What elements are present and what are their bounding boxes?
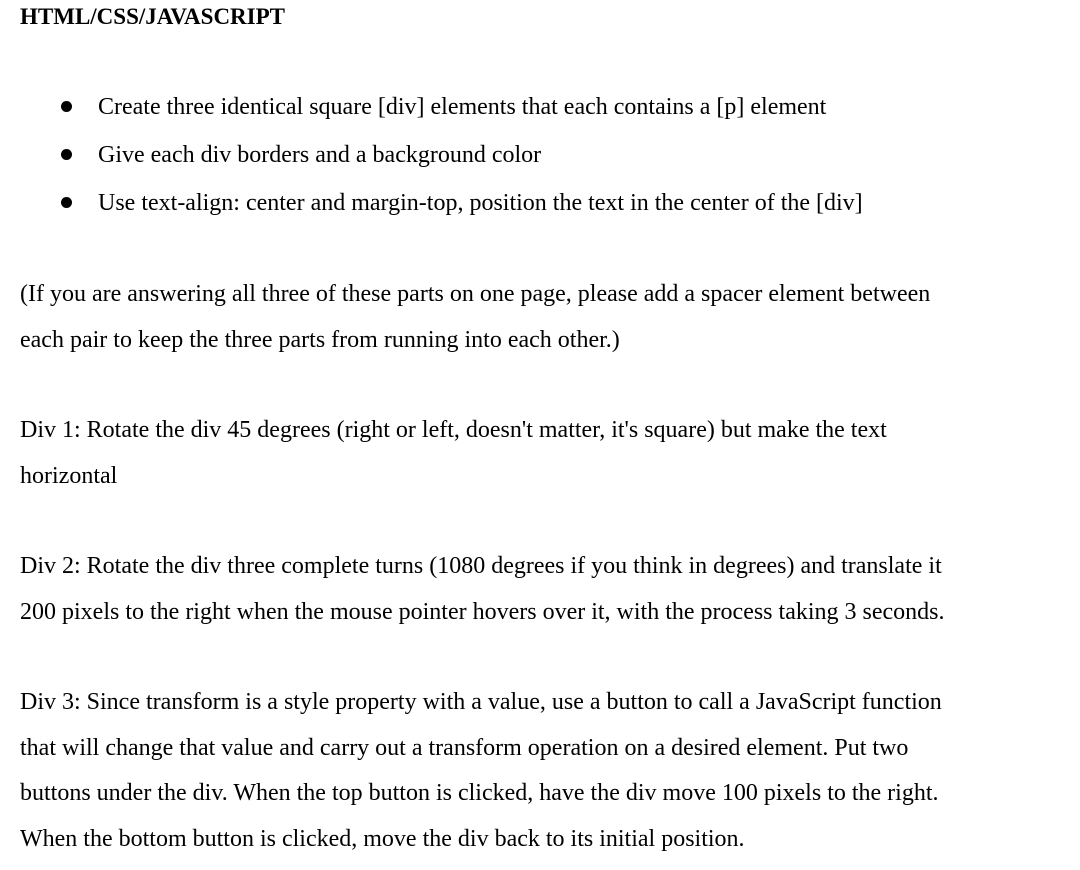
list-item-text: Use text-align: center and margin-top, position the text in the center of the [div] — [98, 190, 863, 216]
paragraph-line: that will change that value and carry out a transform operation on a desired element. Put two — [20, 734, 909, 761]
list-item-text: Give each div borders and a background color — [98, 142, 542, 168]
bullet-icon — [61, 101, 72, 112]
paragraph-line: 200 pixels to the right when the mouse pointer hovers over it, with the process taking 3 seconds. — [20, 598, 945, 625]
paragraph-line: Div 3: Since transform is a style property with a value, use a button to call a JavaScript function — [20, 689, 942, 715]
document-heading: HTML/CSS/JAVASCRIPT — [20, 4, 286, 29]
div1-paragraph — [20, 408, 1060, 499]
list-item-text: Create three identical square [div] elements that each contains a [p] element — [98, 94, 827, 120]
paragraph-line: horizontal — [20, 462, 118, 489]
bullet-icon — [61, 149, 72, 160]
paragraph-line: Div 1: Rotate the div 45 degrees (right or left, doesn't matter, it's square) but make the text — [20, 417, 887, 443]
bullet-icon — [61, 197, 72, 208]
paragraph-line: buttons under the div. When the top button is clicked, have the div move 100 pixels to the right. — [20, 780, 939, 806]
paragraph-line: each pair to keep the three parts from running into each other.) — [20, 326, 620, 353]
paragraph-line: Div 2: Rotate the div three complete turns (1080 degrees if you think in degrees) and translate it — [20, 553, 942, 579]
div2-paragraph — [20, 544, 1060, 635]
paragraph-line: (If you are answering all three of these parts on one page, please add a spacer element between — [20, 281, 931, 307]
paragraph-line: When the bottom button is clicked, move the div back to its initial position. — [20, 825, 745, 852]
spacer-note-paragraph — [20, 272, 1060, 363]
div3-paragraph — [20, 680, 1060, 862]
